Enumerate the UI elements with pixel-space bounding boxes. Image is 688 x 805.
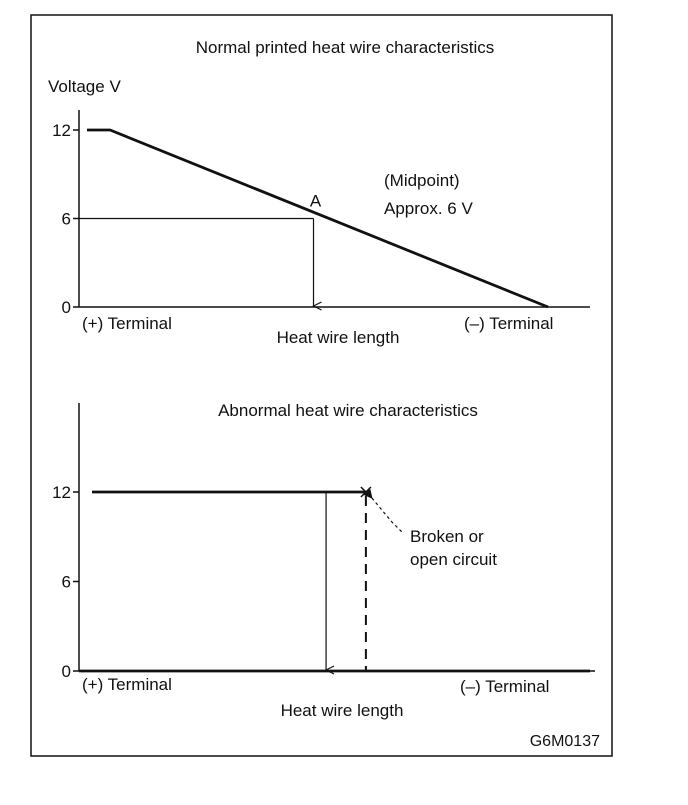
chart-abnormal-break-leader	[372, 498, 402, 532]
chart-normal-tick-label-12: 12	[52, 121, 71, 140]
chart-normal-title: Normal printed heat wire characteristics	[195, 38, 495, 57]
chart-abnormal-xlabel: Heat wire length	[280, 701, 404, 720]
chart-abnormal-note-line2: open circuit	[410, 550, 497, 569]
figure-id: G6M0137	[529, 733, 600, 750]
chart-normal-point-label: A	[309, 191, 322, 211]
chart-normal-ticks	[52, 121, 79, 317]
chart-normal	[48, 38, 590, 347]
figure-frame	[31, 15, 612, 756]
chart-abnormal-note-line1: Broken or	[410, 527, 484, 546]
chart-normal-tick-label-6: 6	[61, 209, 71, 229]
chart-abnormal	[52, 401, 595, 720]
chart-abnormal-x-start-label: (+) Terminal	[82, 675, 172, 694]
chart-abnormal-x-end-label: (–) Terminal	[460, 677, 550, 696]
chart-normal-x-end-label: (–) Terminal	[464, 314, 554, 333]
chart-normal-xlabel: Heat wire length	[276, 328, 400, 347]
chart-abnormal-tick-label-0: 0	[61, 662, 71, 681]
chart-normal-ylabel: Voltage V	[48, 77, 121, 96]
chart-abnormal-title: Abnormal heat wire characteristics	[218, 401, 478, 420]
chart-normal-tick-label-0: 0	[61, 298, 71, 317]
chart-abnormal-tick-label-6: 6	[61, 572, 71, 592]
chart-abnormal-tick-label-12: 12	[52, 483, 71, 502]
chart-normal-x-start-label: (+) Terminal	[82, 314, 172, 333]
chart-abnormal-ticks	[52, 483, 79, 681]
chart-normal-note-line2: Approx. 6 V	[384, 199, 473, 218]
chart-normal-note-line1: (Midpoint)	[384, 171, 460, 190]
